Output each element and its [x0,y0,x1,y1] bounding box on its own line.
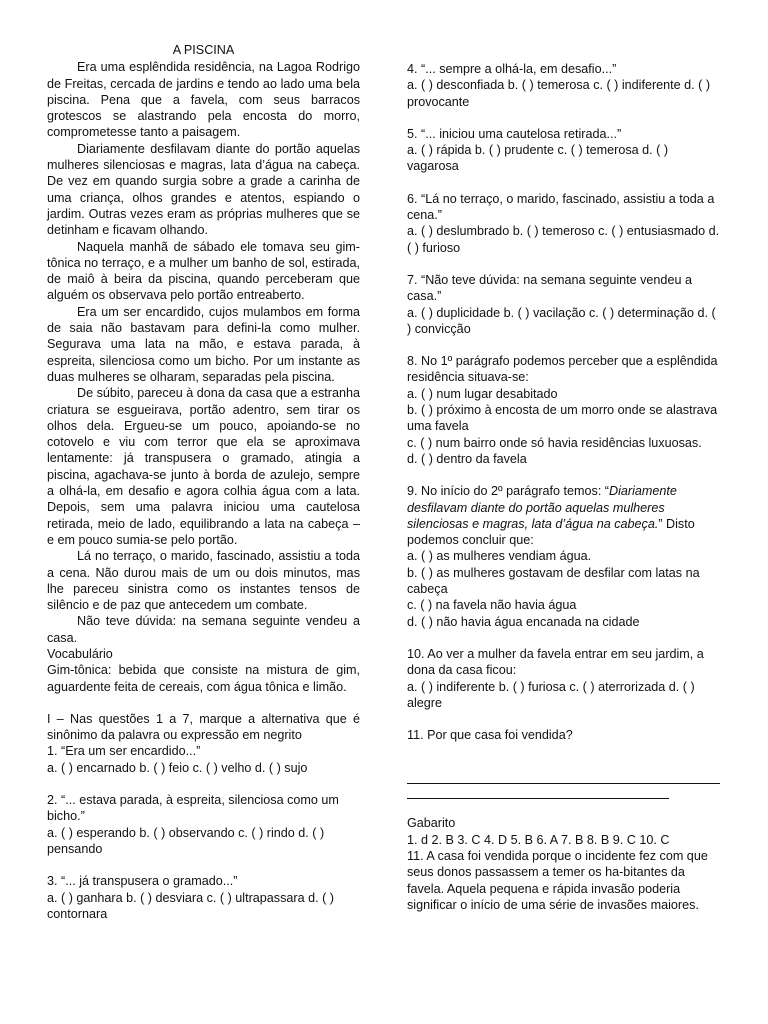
question-11-stem: 11. Por que casa foi vendida? [407,728,573,743]
question-9-option-b: b. ( ) as mulheres gostavam de desfilar com latas na cabeça [407,565,700,597]
question-3-stem: 3. “... já transpusera o gramado...” [47,874,238,889]
gabarito-answer-11: 11. A casa foi vendida porque o incidente fez com que seus donos passassem a temer os ha-bitantes da favela. Aquela pequena e rápida invasão poderia significar o início de uma série de invasões maiores. [407,848,708,912]
question-6-options: a. ( ) deslumbrado b. ( ) temeroso c. ( ) entusiasmado d. ( ) furioso [407,224,720,255]
question-6-stem: 6. “Lá no terraço, o marido, fascinado, assistiu a toda a cena.” [407,191,715,223]
question-9-option-c: c. ( ) na favela não havia água [407,598,577,613]
question-1-stem: 1. “Era um ser encardido...” [47,744,201,759]
question-8-option-d: d. ( ) dentro da favela [407,451,527,466]
question-3-options: a. ( ) ganhara b. ( ) desviara c. ( ) ultrapassara d. ( ) contornara [47,890,334,921]
question-8-option-a: a. ( ) num lugar desabitado [407,386,558,401]
question-9-option-d: d. ( ) não havia água encanada na cidade [407,614,640,629]
paragraph-5: De súbito, pareceu à dona da casa que a estranha criatura se esgueirava, portão adentro, sem tirar os olhos dela. Ergueu-se um pouco, apoiando-se no cotovelo e viu com terror que ela se aproximava lentamente: já transpusera o gramado, atingia a piscina, agachava-se junto à borda de azulejo, sempre a olhá-la, em desafio e agora colhia água com a lata. Depois, sem uma palavra iniciou uma cautelosa retirada, meio de lado, equilibrando a lata na cabeça – e em pouco sumia-se pelo portão. [47,386,360,547]
question-10-stem: 10. Ao ver a mulher da favela entrar em seu jardim, a dona da casa ficou: [407,646,704,678]
vocab-heading: Vocabulário [47,646,113,661]
paragraph-3: Naquela manhã de sábado ele tomava seu gim-tônica no terraço, e a mulher um banho de sol, estirada, de maiô à beira da piscina, quando perceberam que alguém os observava pelo portão entreaberto. [47,239,360,303]
vocab-text: Gim-tônica: bebida que consiste na mistura de gim, aguardente feita de cereais, com água tônica e limão. [47,663,360,694]
question-9-stem [407,483,720,548]
paragraph-2: Diariamente desfilavam diante do portão aquelas mulheres silenciosas e magras, lata d’água na cabeça. De vez em quando surgia sobre a grade a carinha de uma criança, olhos grandes e atentos, espiando o jardim. Outras vezes eram as próprias mulheres que se detinham e ficavam olhando. [47,141,360,238]
gabarito-answers: 1. d 2. B 3. C 4. D 5. B 6. A 7. B 8. B 9. C 10. C [407,832,670,847]
question-8-option-b: b. ( ) próximo à encosta de um morro onde se alastrava uma favela [407,403,718,434]
gabarito-heading: Gabarito [407,816,456,831]
story-title: A PISCINA [172,43,235,57]
question-10-options: a. ( ) indiferente b. ( ) furiosa c. ( ) aterrorizada d. ( ) alegre [407,679,695,710]
paragraph-6: Lá no terraço, o marido, fascinado, assistiu a toda a cena. Não durou mais de um ou dois minutos, mas lhe pareceu sinistra como os instantes tensos de silêncio e de paz que antecedem um combate. [47,549,360,613]
question-7-stem: 7. “Não teve dúvida: na semana seguinte vendeu a casa.” [407,272,692,304]
left-column [47,42,360,922]
question-9-stem-end: ” Disto podemos concluir que: [407,516,695,548]
paragraph-1: Era uma esplêndida residência, na Lagoa Rodrigo de Freitas, cercada de jardins e tendo ao lado uma bela piscina. Pena que a favela, com seus barracos grotescos se alastrando pela encosta do morro, comprometesse tanto a paisagem. [47,60,360,140]
question-5-stem: 5. “... iniciou uma cautelosa retirada...” [407,126,622,141]
question-2-options: a. ( ) esperando b. ( ) observando c. ( ) rindo d. ( ) pensando [47,825,325,856]
question-9-option-a: a. ( ) as mulheres vendiam água. [407,549,592,564]
question-7-options: a. ( ) duplicidade b. ( ) vacilação c. ( ) determinação d. ( ) convicção [407,305,716,336]
right-column [407,61,720,913]
paragraph-4: Era um ser encardido, cujos mulambos em forma de saia não bastavam para defini-la como mulher. Segurava uma lata na mão, e estava parada, à espreita, silenciosa como um bicho. Por um instante as duas mulheres se olharam, separadas pela piscina. [47,304,360,384]
question-4-stem: 4. “... sempre a olhá-la, em desafio...” [407,62,617,76]
question-1-options: a. ( ) encarnado b. ( ) feio c. ( ) velho d. ( ) sujo [47,760,308,775]
question-9-stem-start: 9. No início do 2º parágrafo temos: “ [407,484,610,499]
instruction: I – Nas questões 1 a 7, marque a alternativa que é sinônimo da palavra ou expressão em negrito [47,711,360,743]
question-9-quote: Diariamente desfilavam diante do portão aquelas mulheres silenciosas e magras, lata d’água na cabeça. [407,484,677,531]
question-8-stem: 8. No 1º parágrafo podemos perceber que a esplêndida residência situava-se: [407,354,718,385]
paragraph-7: Não teve dúvida: na semana seguinte vendeu a casa. [47,614,360,645]
question-8-option-c: c. ( ) num bairro onde só havia residências luxuosas. [407,435,702,450]
question-4-options: a. ( ) desconfiada b. ( ) temerosa c. ( ) indiferente d. ( ) provocante [407,78,711,109]
question-2-stem: 2. “... estava parada, à espreita, silenciosa como um bicho.” [47,793,339,824]
question-5-options: a. ( ) rápida b. ( ) prudente c. ( ) temerosa d. ( ) vagarosa [407,143,669,174]
